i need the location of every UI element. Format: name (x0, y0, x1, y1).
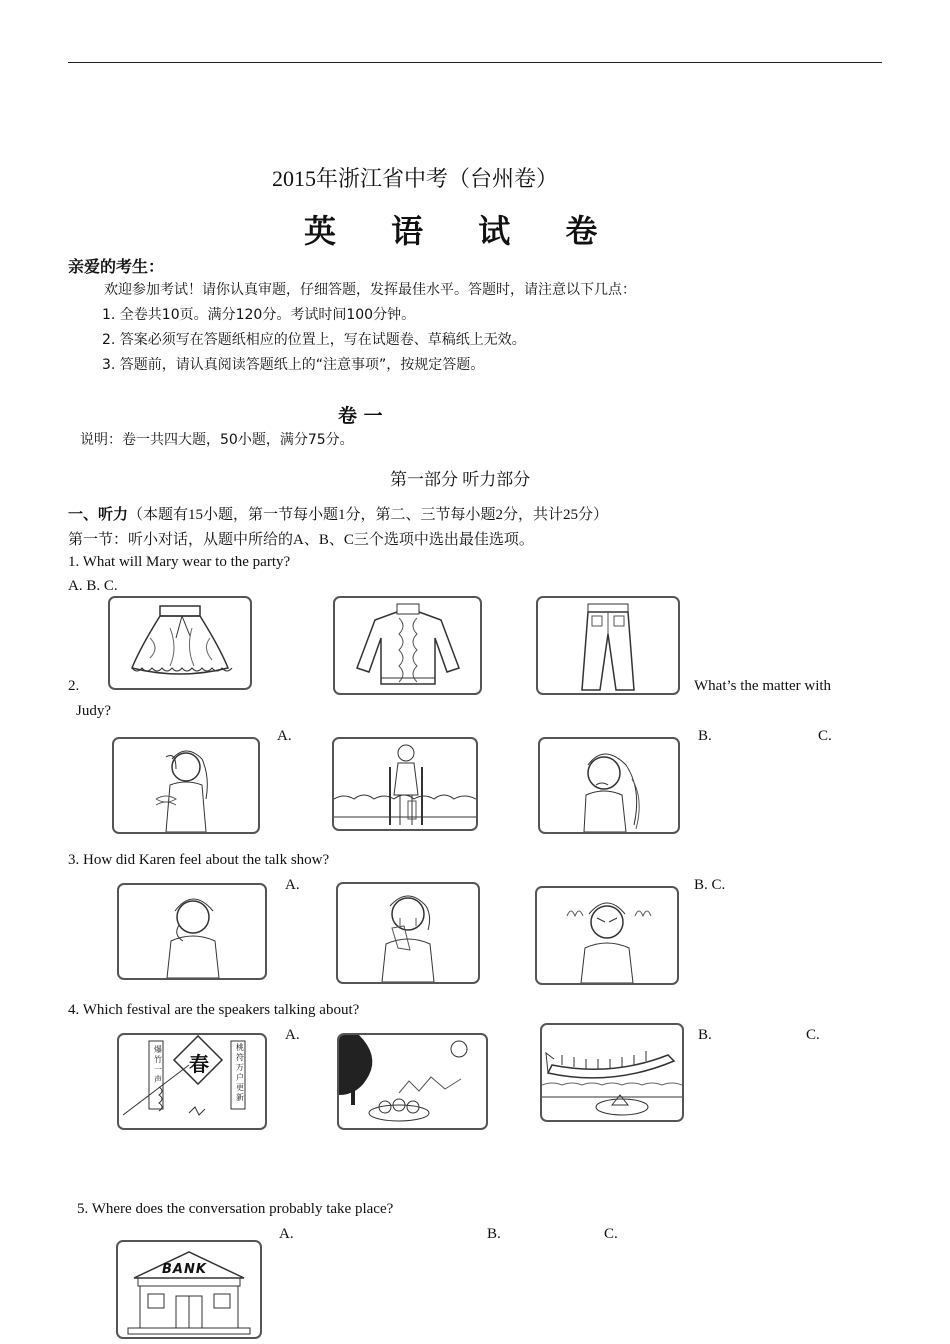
question-5-option-c: C. (604, 1226, 618, 1242)
spring-festival-image (117, 1033, 267, 1130)
sweater-icon (335, 598, 480, 693)
question-4-option-a: A. (285, 1027, 300, 1043)
bank-building-icon (118, 1242, 260, 1337)
question-1-options: A. B. C. (68, 578, 118, 594)
crying-girl-image (336, 882, 480, 984)
question-2-number: 2. (68, 678, 80, 694)
subject-title: 英 语 试 卷 (304, 212, 620, 250)
question-2-option-b: B. (698, 728, 712, 744)
girl-thinking-icon (119, 885, 265, 978)
skirt-icon (110, 598, 250, 688)
mid-autumn-image (337, 1033, 488, 1130)
bank-sign: BANK (162, 1262, 207, 1277)
note-2: 2. 答案必须写在答题纸相应的位置上，写在试题卷、草稿纸上无效。 (102, 332, 526, 348)
note-3: 3. 答题前，请认真阅读答题纸上的“注意事项”，按规定答题。 (102, 357, 485, 373)
headache-girl-image (112, 737, 260, 834)
section-heading-label: 一、听力 (68, 505, 129, 523)
exam-title: 2015年浙江省中考（台州卷） (272, 166, 559, 191)
volume-title: 卷 一 (338, 405, 383, 427)
mid-autumn-icon (339, 1035, 486, 1128)
question-5-option-a: A. (279, 1226, 294, 1242)
section-heading-detail: （本题有15小题，第一节每小题1分，第二、三节每小题2分，共计25分） (128, 507, 609, 523)
question-5-text: 5. Where does the conversation probably take place? (77, 1201, 394, 1217)
girl-crying-icon (338, 884, 478, 982)
spring-couplet-right: 桃符万户更新 (236, 1043, 244, 1102)
dragon-boat-icon (542, 1025, 682, 1120)
question-2-text-cont: Judy? (76, 703, 111, 719)
question-1-text: 1. What will Mary wear to the party? (68, 554, 291, 570)
girl-headache-icon (114, 739, 258, 832)
girl-angry-icon (537, 888, 677, 983)
angry-girl-image (535, 886, 679, 985)
question-3-option-a: A. (285, 877, 300, 893)
welcome-text: 欢迎参加考试！请你认真审题，仔细答题，发挥最佳水平。答题时，请注意以下几点： (104, 282, 636, 298)
question-4-option-c: C. (806, 1027, 820, 1043)
section-heading (68, 503, 608, 524)
dragon-boat-image (540, 1023, 684, 1122)
question-4-text: 4. Which festival are the speakers talking about? (68, 1002, 360, 1018)
volume-description: 说明：卷一共四大题，50小题，满分75分。 (80, 432, 354, 448)
part-title: 第一部分 听力部分 (390, 470, 531, 489)
jeans-image (536, 596, 680, 695)
question-3-text: 3. How did Karen feel about the talk show? (68, 852, 330, 868)
sub-instruction: 第一节：听小对话，从题中所给的A、B、C三个选项中选出最佳选项。 (68, 532, 534, 548)
jeans-icon (538, 598, 678, 693)
toothache-girl-image (538, 737, 680, 834)
question-2-text: What’s the matter with (694, 678, 832, 694)
question-2-option-a: A. (277, 728, 292, 744)
header-rule (68, 62, 882, 63)
skirt-image (108, 596, 252, 690)
greeting: 亲爱的考生： (68, 257, 165, 276)
sweater-image (333, 596, 482, 695)
question-2-option-c: C. (818, 728, 832, 744)
note-1: 1. 全卷共10页。满分120分。考试时间100分钟。 (102, 307, 416, 323)
question-4-option-b: B. (698, 1027, 712, 1043)
thinking-girl-image (117, 883, 267, 980)
girl-toothache-icon (540, 739, 678, 832)
bank-image (116, 1240, 262, 1339)
spring-couplet-left: 爆竹一声 (154, 1045, 162, 1084)
crutches-girl-image (332, 737, 478, 831)
spring-character: 春 (189, 1052, 209, 1076)
girl-crutches-icon (334, 739, 476, 829)
question-3-option-bc: B. C. (694, 877, 726, 893)
question-5-option-b: B. (487, 1226, 501, 1242)
